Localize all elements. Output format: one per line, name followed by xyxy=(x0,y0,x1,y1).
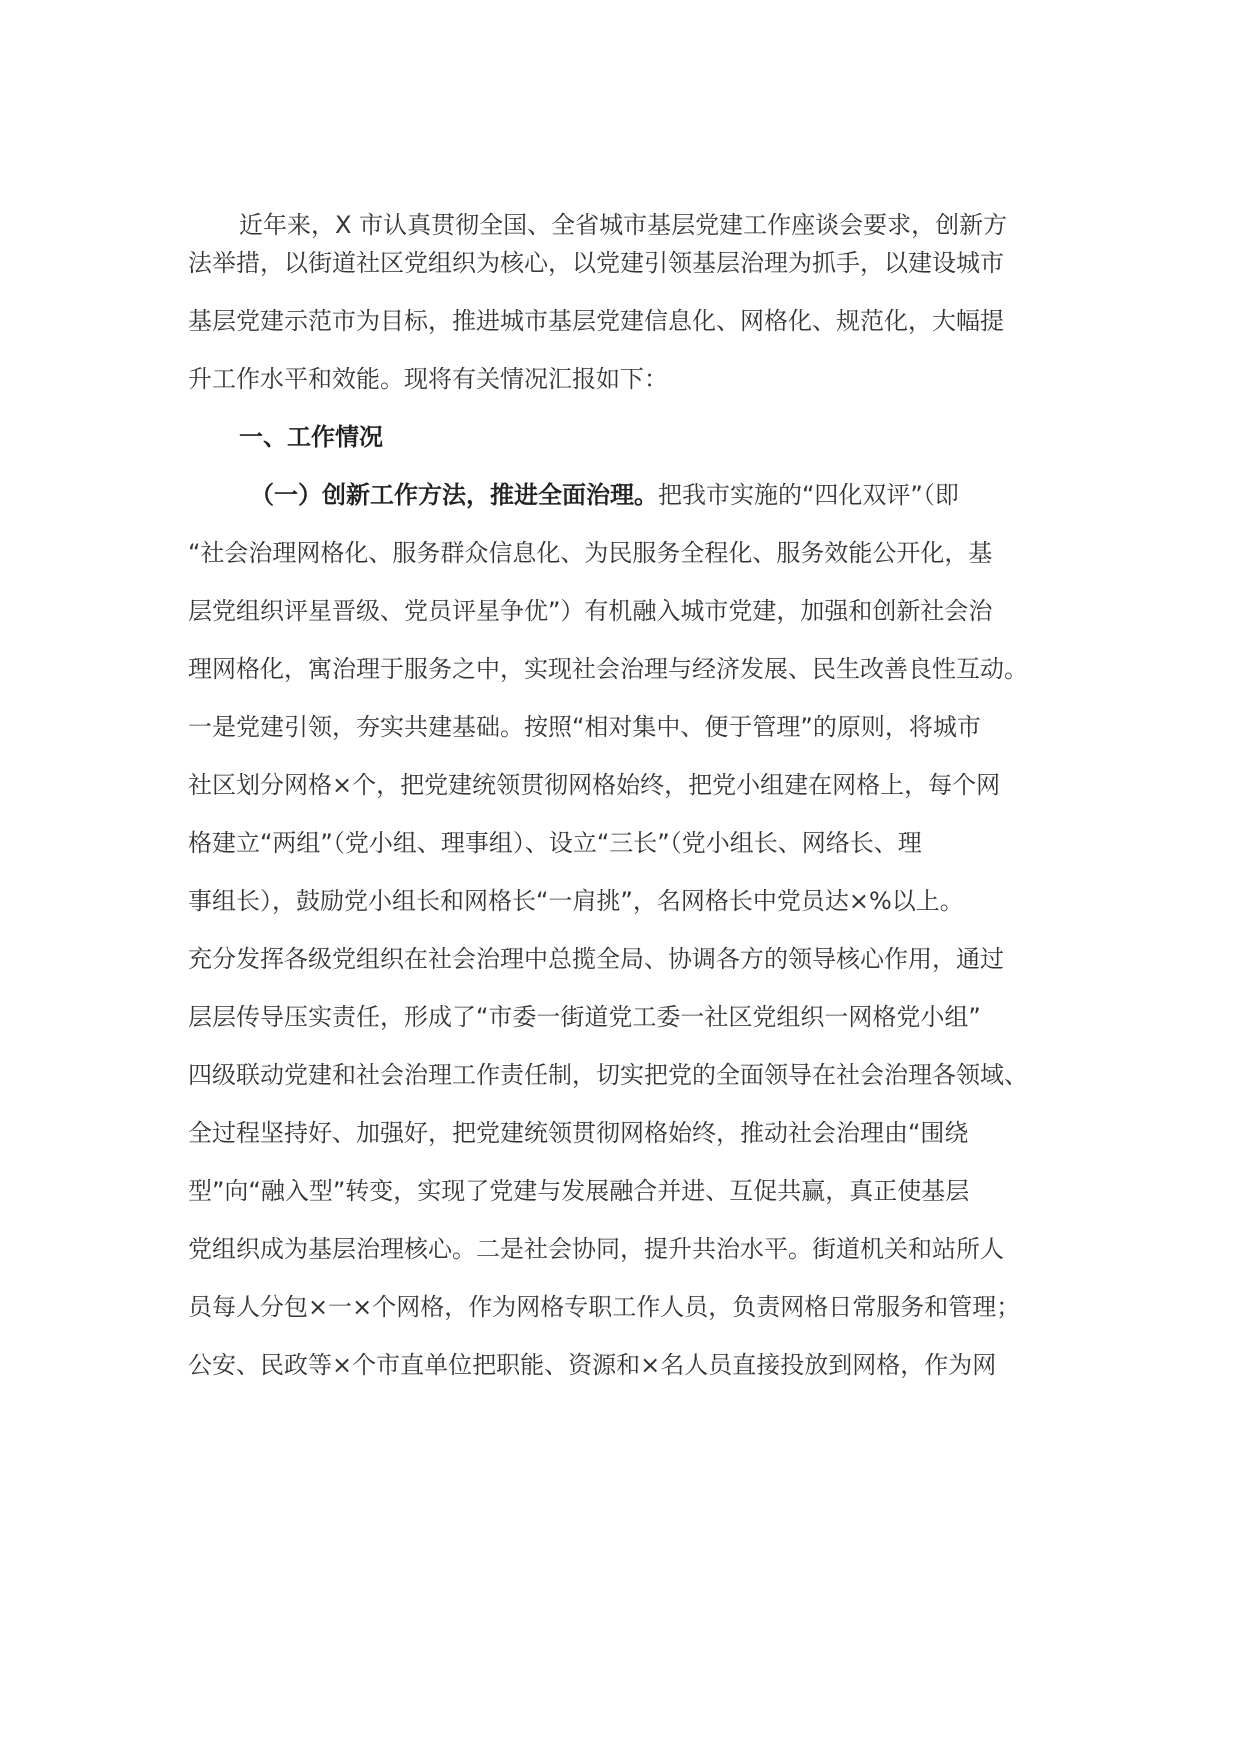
body-line: 公安、民政等×个市直单位把职能、资源和×名人员直接投放到网格，作为网 xyxy=(188,1351,997,1379)
intro-line-2: 法举措，以街道社区党组织为核心，以党建引领基层治理为抓手，以建设城市 xyxy=(188,249,1004,277)
body-line: 型”向“融入型”转变，实现了党建与发展融合并进、互促共赢，真正使基层 xyxy=(188,1177,970,1205)
body-line: 格建立“两组”（党小组、理事组）、设立“三长”（党小组长、网络长、理 xyxy=(188,829,922,857)
subsection-heading: （一）创新工作方法，推进全面治理。 xyxy=(250,481,658,509)
body-line: 一是党建引领，夯实共建基础。按照“相对集中、便于管理”的原则，将城市 xyxy=(188,713,981,741)
intro-line-1: 近年来，X 市认真贯彻全国、全省城市基层党建工作座谈会要求，创新方 xyxy=(239,211,1008,239)
body-line: 员每人分包×一×个网格，作为网格专职工作人员，负责网格日常服务和管理； xyxy=(188,1293,1021,1321)
body-line: 理网格化，寓治理于服务之中，实现社会治理与经济发展、民生改善良性互动。 xyxy=(188,655,1028,683)
intro-line-3: 基层党建示范市为目标，推进城市基层党建信息化、网格化、规范化，大幅提 xyxy=(188,307,1004,335)
subsection-heading-line xyxy=(250,478,959,512)
body-line: 社区划分网格×个，把党建统领贯彻网格始终，把党小组建在网格上，每个网 xyxy=(188,771,1001,799)
body-line: 充分发挥各级党组织在社会治理中总揽全局、协调各方的领导核心作用，通过 xyxy=(188,945,1004,973)
body-line: 全过程坚持好、加强好，把党建统领贯彻网格始终，推动社会治理由“围绕 xyxy=(188,1119,969,1147)
body-line: 层层传导压实责任，形成了“市委一街道党工委一社区党组织一网格党小组” xyxy=(188,1003,981,1031)
body-line: 党组织成为基层治理核心。二是社会协同，提升共治水平。街道机关和站所人 xyxy=(188,1235,1004,1263)
intro-line-4: 升工作水平和效能。现将有关情况汇报如下： xyxy=(188,365,668,393)
body-line: 层党组织评星晋级、党员评星争优”）有机融入城市党建，加强和创新社会治 xyxy=(188,597,993,625)
body-line: 事组长），鼓励党小组长和网格长“一肩挑”，名网格长中党员达×%以上。 xyxy=(188,887,964,915)
subsection-heading-rest: 把我市实施的“四化双评”（即 xyxy=(658,481,959,509)
section-heading: 一、工作情况 xyxy=(239,423,383,451)
body-line: “社会治理网格化、服务群众信息化、为民服务全程化、服务效能公开化，基 xyxy=(188,539,993,567)
body-line: 四级联动党建和社会治理工作责任制，切实把党的全面领导在社会治理各领域、 xyxy=(188,1061,1028,1089)
